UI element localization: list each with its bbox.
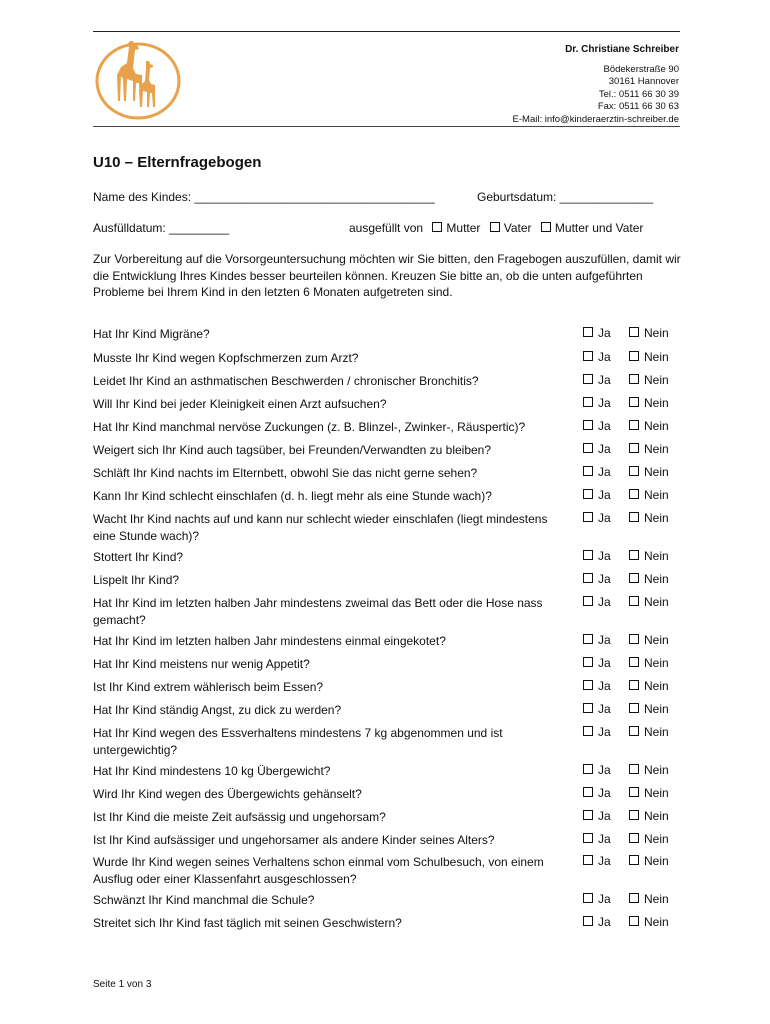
yes-checkbox[interactable]	[583, 726, 593, 736]
yes-checkbox[interactable]	[583, 420, 593, 430]
yes-label: Ja	[598, 915, 611, 929]
question-text: Wird Ihr Kind wegen des Übergewichts gehänselt?	[93, 787, 362, 801]
yes-checkbox[interactable]	[583, 443, 593, 453]
no-label: Nein	[644, 396, 669, 410]
no-checkbox[interactable]	[629, 550, 639, 560]
father-label: Vater	[503, 221, 532, 235]
no-label: Nein	[644, 373, 669, 387]
question-text: Hat Ihr Kind im letzten halben Jahr mindestens einmal eingekotet?	[93, 634, 446, 648]
question-text: Ist Ihr Kind aufsässiger und ungehorsamer als andere Kinder seines Alters?	[93, 833, 495, 847]
no-checkbox[interactable]	[629, 512, 639, 522]
question-text: Hat Ihr Kind manchmal nervöse Zuckungen (z. B. Blinzel-, Zwinker-, Räuspertic)?	[93, 420, 526, 434]
no-option[interactable]	[629, 633, 669, 647]
question-text: Will Ihr Kind bei jeder Kleinigkeit einen Arzt aufsuchen?	[93, 397, 387, 411]
yes-checkbox[interactable]	[583, 466, 593, 476]
no-label: Nein	[644, 595, 669, 609]
no-checkbox[interactable]	[629, 680, 639, 690]
no-checkbox[interactable]	[629, 657, 639, 667]
yes-checkbox[interactable]	[583, 351, 593, 361]
no-label: Nein	[644, 725, 669, 739]
no-checkbox[interactable]	[629, 855, 639, 865]
filled-by-row	[349, 221, 643, 235]
question-text: Hat Ihr Kind Migräne?	[93, 327, 210, 341]
yes-checkbox[interactable]	[583, 489, 593, 499]
no-checkbox[interactable]	[629, 833, 639, 843]
yes-checkbox[interactable]	[583, 573, 593, 583]
no-option[interactable]	[629, 373, 669, 387]
no-label: Nein	[644, 702, 669, 716]
yes-option[interactable]	[583, 725, 611, 739]
no-option[interactable]	[629, 326, 669, 340]
no-option[interactable]	[629, 854, 669, 868]
yes-option[interactable]	[583, 915, 611, 929]
no-checkbox[interactable]	[629, 573, 639, 583]
birthdate-field[interactable]: Geburtsdatum: ______________	[477, 190, 654, 204]
fax: Fax: 0511 66 30 63	[597, 101, 679, 112]
yes-label: Ja	[598, 350, 611, 364]
question-text: Schwänzt Ihr Kind manchmal die Schule?	[93, 893, 315, 907]
no-label: Nein	[644, 465, 669, 479]
no-option[interactable]	[629, 419, 669, 433]
no-label: Nein	[644, 419, 669, 433]
yes-checkbox[interactable]	[583, 327, 593, 337]
no-label: Nein	[644, 488, 669, 502]
no-label: Nein	[644, 854, 669, 868]
header-rule	[93, 126, 680, 127]
question-text: Hat Ihr Kind wegen des Essverhaltens mindestens 7 kg abgenommen und ist untergewichtig?	[93, 726, 503, 757]
no-checkbox[interactable]	[629, 634, 639, 644]
no-checkbox[interactable]	[629, 489, 639, 499]
no-option[interactable]	[629, 809, 669, 823]
no-checkbox[interactable]	[629, 374, 639, 384]
no-option[interactable]	[629, 350, 669, 364]
practice-address	[513, 44, 679, 126]
yes-label: Ja	[598, 549, 611, 563]
yes-option[interactable]	[583, 373, 611, 387]
no-checkbox[interactable]	[629, 327, 639, 337]
yes-checkbox[interactable]	[583, 833, 593, 843]
yes-checkbox[interactable]	[583, 550, 593, 560]
yes-label: Ja	[598, 465, 611, 479]
no-checkbox[interactable]	[629, 916, 639, 926]
no-option[interactable]	[629, 442, 669, 456]
no-checkbox[interactable]	[629, 351, 639, 361]
yes-option[interactable]	[583, 702, 611, 716]
no-label: Nein	[644, 511, 669, 525]
yes-option[interactable]	[583, 350, 611, 364]
yes-checkbox[interactable]	[583, 680, 593, 690]
mother-label: Mutter	[446, 221, 481, 235]
question-text: Wacht Ihr Kind nachts auf und kann nur schlecht wieder einschlafen (liegt mindestens eine Stunde wach)?	[93, 512, 548, 543]
yes-option[interactable]	[583, 326, 611, 340]
yes-label: Ja	[598, 326, 611, 340]
no-label: Nein	[644, 763, 669, 777]
question-text: Leidet Ihr Kind an asthmatischen Beschwerden / chronischer Bronchitis?	[93, 374, 479, 388]
fill-date-field[interactable]: Ausfülldatum: _________	[93, 221, 230, 235]
no-checkbox[interactable]	[629, 787, 639, 797]
no-checkbox[interactable]	[629, 397, 639, 407]
question-text: Kann Ihr Kind schlecht einschlafen (d. h. liegt mehr als eine Stunde wach)?	[93, 489, 492, 503]
no-label: Nein	[644, 656, 669, 670]
no-option[interactable]	[629, 892, 669, 906]
no-label: Nein	[644, 786, 669, 800]
no-option[interactable]	[629, 702, 669, 716]
yes-checkbox[interactable]	[583, 634, 593, 644]
question-text: Ist Ihr Kind extrem wählerisch beim Essen?	[93, 680, 324, 694]
no-checkbox[interactable]	[629, 596, 639, 606]
doctor-name: Dr. Christiane Schreiber	[565, 44, 679, 55]
yes-label: Ja	[598, 725, 611, 739]
yes-label: Ja	[598, 442, 611, 456]
question-text: Wurde Ihr Kind wegen seines Verhaltens schon einmal vom Schulbesuch, von einem Ausflug oder einer Klassenfahrt ausgeschlossen?	[93, 855, 544, 886]
yes-checkbox[interactable]	[583, 397, 593, 407]
question-text: Stottert Ihr Kind?	[93, 550, 184, 564]
street: Bödekerstraße 90	[603, 63, 679, 75]
page-number: Seite 1 von 3	[93, 979, 152, 990]
no-label: Nein	[644, 679, 669, 693]
yes-label: Ja	[598, 832, 611, 846]
no-label: Nein	[644, 633, 669, 647]
yes-option[interactable]	[583, 656, 611, 670]
yes-checkbox[interactable]	[583, 893, 593, 903]
question-text: Lispelt Ihr Kind?	[93, 573, 180, 587]
yes-label: Ja	[598, 763, 611, 777]
no-option[interactable]	[629, 679, 669, 693]
no-checkbox[interactable]	[629, 764, 639, 774]
no-option[interactable]	[629, 786, 669, 800]
no-checkbox[interactable]	[629, 810, 639, 820]
yes-option[interactable]	[583, 465, 611, 479]
yes-label: Ja	[598, 595, 611, 609]
yes-option[interactable]	[583, 763, 611, 777]
yes-checkbox[interactable]	[583, 810, 593, 820]
no-label: Nein	[644, 832, 669, 846]
yes-option[interactable]	[583, 419, 611, 433]
no-checkbox[interactable]	[629, 466, 639, 476]
yes-option[interactable]	[583, 396, 611, 410]
question-text: Musste Ihr Kind wegen Kopfschmerzen zum Arzt?	[93, 351, 359, 365]
yes-label: Ja	[598, 809, 611, 823]
yes-label: Ja	[598, 702, 611, 716]
no-option[interactable]	[629, 915, 669, 929]
yes-option[interactable]	[583, 511, 611, 525]
giraffe-logo-icon	[94, 37, 182, 121]
city: 30161 Hannover	[608, 76, 679, 87]
phone: Tel.: 0511 66 30 39	[598, 88, 679, 100]
no-label: Nein	[644, 549, 669, 563]
no-checkbox[interactable]	[629, 420, 639, 430]
yes-option[interactable]	[583, 854, 611, 868]
yes-option[interactable]	[583, 595, 611, 609]
yes-option[interactable]	[583, 832, 611, 846]
no-option[interactable]	[629, 465, 669, 479]
yes-label: Ja	[598, 786, 611, 800]
yes-label: Ja	[598, 373, 611, 387]
yes-checkbox[interactable]	[583, 703, 593, 713]
yes-option[interactable]	[583, 442, 611, 456]
no-label: Nein	[644, 442, 669, 456]
yes-option[interactable]	[583, 488, 611, 502]
no-checkbox[interactable]	[629, 893, 639, 903]
yes-checkbox[interactable]	[583, 596, 593, 606]
yes-option[interactable]	[583, 549, 611, 563]
yes-checkbox[interactable]	[583, 787, 593, 797]
yes-label: Ja	[598, 892, 611, 906]
both-checkbox[interactable]	[541, 222, 551, 232]
both-label: Mutter und Vater	[554, 221, 644, 235]
yes-label: Ja	[598, 679, 611, 693]
question-text: Schläft Ihr Kind nachts im Elternbett, obwohl Sie das nicht gerne sehen?	[93, 466, 478, 480]
yes-checkbox[interactable]	[583, 916, 593, 926]
yes-checkbox[interactable]	[583, 855, 593, 865]
yes-label: Ja	[598, 656, 611, 670]
no-label: Nein	[644, 326, 669, 340]
no-checkbox[interactable]	[629, 443, 639, 453]
no-option[interactable]	[629, 725, 669, 739]
yes-option[interactable]	[583, 809, 611, 823]
no-checkbox[interactable]	[629, 703, 639, 713]
no-label: Nein	[644, 892, 669, 906]
child-name-field[interactable]: Name des Kindes: ____________________________________	[93, 190, 435, 204]
no-option[interactable]	[629, 832, 669, 846]
question-text: Hat Ihr Kind ständig Angst, zu dick zu werden?	[93, 703, 342, 717]
yes-option[interactable]	[583, 633, 611, 647]
no-option[interactable]	[629, 511, 669, 525]
no-label: Nein	[644, 915, 669, 929]
top-rule	[93, 31, 680, 32]
no-option[interactable]	[629, 572, 669, 586]
yes-label: Ja	[598, 572, 611, 586]
email: E-Mail: info@kinderaerztin-schreiber.de	[512, 113, 679, 125]
yes-option[interactable]	[583, 572, 611, 586]
yes-option[interactable]	[583, 786, 611, 800]
no-option[interactable]	[629, 656, 669, 670]
question-text: Ist Ihr Kind die meiste Zeit aufsässig und ungehorsam?	[93, 810, 386, 824]
no-checkbox[interactable]	[629, 726, 639, 736]
question-text: Weigert sich Ihr Kind auch tagsüber, bei Freunden/Verwandten zu bleiben?	[93, 443, 492, 457]
yes-option[interactable]	[583, 679, 611, 693]
intro-text: Zur Vorbereitung auf die Vorsorgeuntersuchung möchten wir Sie bitten, den Fragebogen auszufüllen, damit wir die Entwicklung Ihres Kindes besser beurteilen können. Kreuzen Sie bitte an, ob die unten aufgeführten Probleme bei Ihrem Kind in den letzten 6 Monaten aufgetreten sind.	[93, 252, 681, 299]
no-label: Nein	[644, 350, 669, 364]
yes-label: Ja	[598, 854, 611, 868]
mother-checkbox[interactable]	[432, 222, 442, 232]
no-option[interactable]	[629, 396, 669, 410]
no-option[interactable]	[629, 595, 669, 609]
filled-by-label: ausgefüllt von	[349, 221, 424, 235]
yes-checkbox[interactable]	[583, 512, 593, 522]
no-label: Nein	[644, 809, 669, 823]
yes-label: Ja	[598, 633, 611, 647]
yes-label: Ja	[598, 419, 611, 433]
question-text: Hat Ihr Kind im letzten halben Jahr mindestens zweimal das Bett oder die Hose nass gemacht?	[93, 596, 543, 627]
yes-option[interactable]	[583, 892, 611, 906]
question-text: Hat Ihr Kind mindestens 10 kg Übergewicht?	[93, 764, 331, 778]
yes-checkbox[interactable]	[583, 657, 593, 667]
yes-checkbox[interactable]	[583, 764, 593, 774]
no-option[interactable]	[629, 763, 669, 777]
question-text: Hat Ihr Kind meistens nur wenig Appetit?	[93, 657, 310, 671]
no-option[interactable]	[629, 488, 669, 502]
yes-label: Ja	[598, 396, 611, 410]
yes-label: Ja	[598, 511, 611, 525]
form-title: U10 – Elternfragebogen	[93, 154, 262, 171]
yes-label: Ja	[598, 488, 611, 502]
no-label: Nein	[644, 572, 669, 586]
father-checkbox[interactable]	[490, 222, 500, 232]
no-option[interactable]	[629, 549, 669, 563]
question-text: Streitet sich Ihr Kind fast täglich mit seinen Geschwistern?	[93, 916, 402, 930]
yes-checkbox[interactable]	[583, 374, 593, 384]
